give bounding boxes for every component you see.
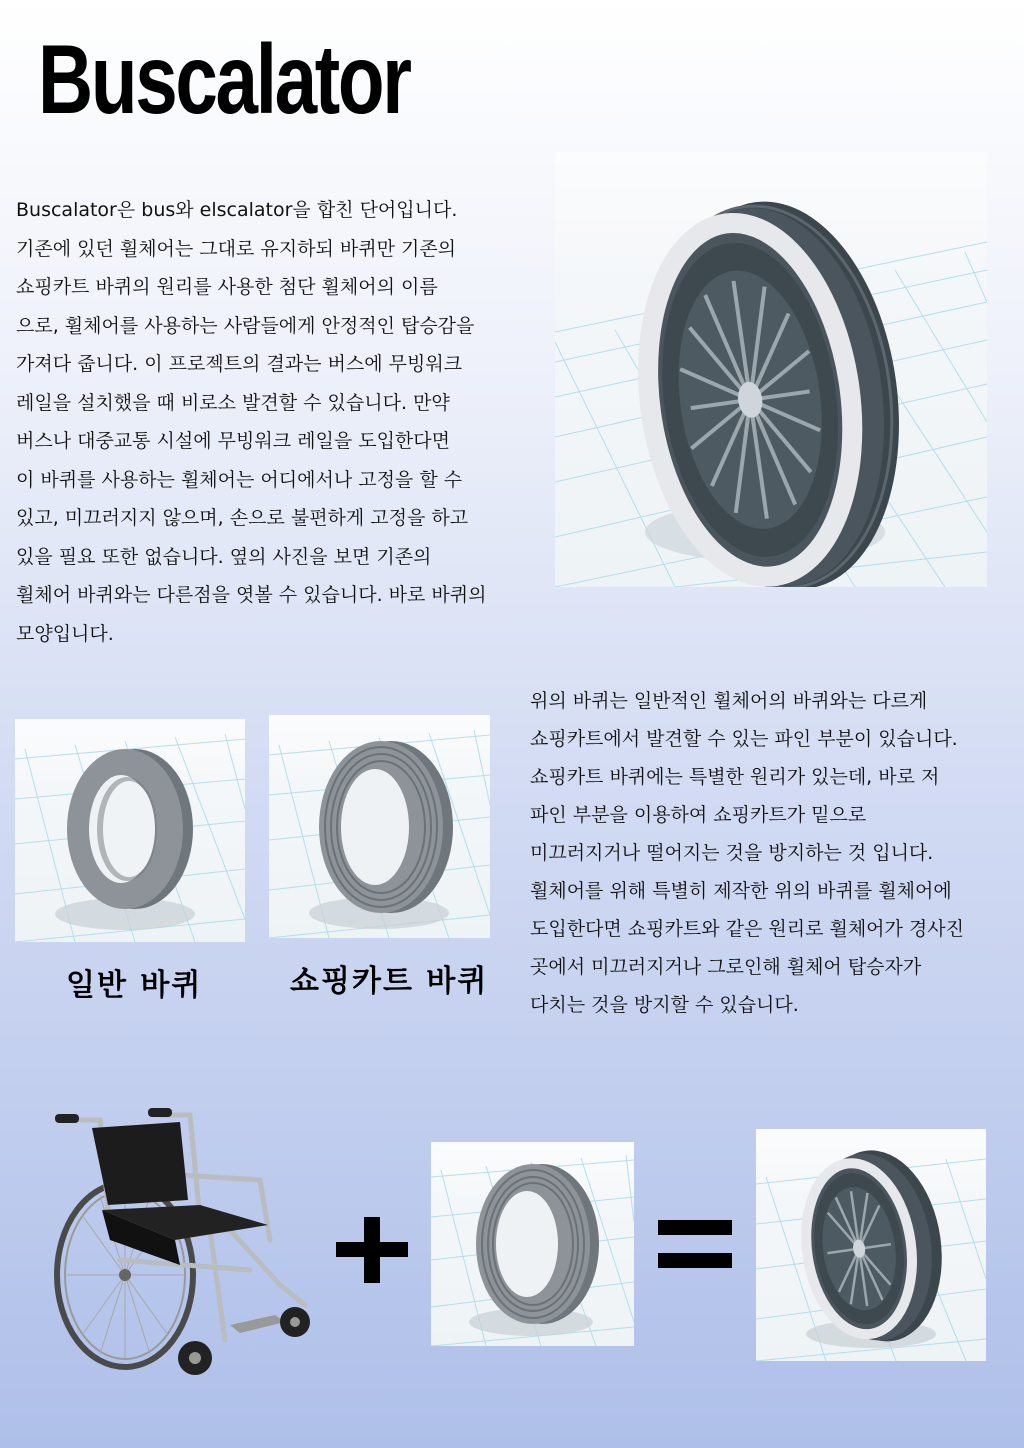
intro-line: 이 바퀴를 사용하는 휠체어는 어디에서나 고정을 할 수 [16,468,463,491]
buscalator-wheel-small-render [756,1129,986,1361]
wheelchair-image [30,1100,330,1390]
description-line: 파인 부분을 이용하여 쇼핑카트가 밑으로 [530,804,867,826]
description-line: 다치는 것을 방지할 수 있습니다. [530,994,799,1016]
cart-wheel-small-render [431,1142,634,1346]
description-line: 곳에서 미끄러지거나 그로인해 휠체어 탑승자가 [530,956,922,978]
intro-line: 휠체어 바퀴와는 다른점을 엿볼 수 있습니다. 바로 바퀴의 [16,584,487,606]
description-line: 쇼핑카트에서 발견할 수 있는 파인 부분이 있습니다. [530,728,958,750]
intro-line: 있을 필요 또한 없습니다. 옆의 사진을 보면 기존의 [16,545,432,568]
equals-icon [658,1220,732,1270]
description-line: 미끄러지거나 떨어지는 것을 방지하는 것 입니다. [530,842,934,864]
description-line: 쇼핑카트 바퀴에는 특별한 원리가 있는데, 바로 저 [530,766,940,788]
cart-wheel-caption: 쇼핑카트 바퀴 [290,964,489,999]
intro-line: 레일을 설치했을 때 비로소 발견할 수 있습니다. 만약 [16,391,450,414]
description-line: 도입한다면 쇼핑카트와 같은 원리로 휠체어가 경사진 [530,918,964,940]
normal-wheel-caption: 일반 바퀴 [66,968,203,1003]
intro-line: 가져다 줍니다. 이 프로젝트의 결과는 버스에 무빙워크 [16,353,463,375]
buscalator-wheel-render [555,152,987,587]
description-line: 위의 바퀴는 일반적인 휠체어의 바퀴와는 다르게 [530,690,928,712]
plus-icon [336,1217,408,1283]
normal-wheel-render [15,719,245,942]
intro-line: 으로, 휠체어를 사용하는 사람들에게 안정적인 탑승감을 [16,314,475,337]
description-paragraph [530,682,964,1024]
intro-line: 버스나 대중교통 시설에 무빙워크 레일을 도입한다면 [16,430,450,452]
intro-line: 쇼핑카트 바퀴의 원리를 사용한 첨단 휠체어의 이름 [16,276,438,298]
intro-line: Buscalator은 bus와 elscalator을 합친 단어입니다. [16,199,458,221]
description-line: 휠체어를 위해 특별히 제작한 위의 바퀴를 휠체어에 [530,880,952,902]
intro-line: 기존에 있던 휠체어는 그대로 유지하되 바퀴만 기존의 [16,237,457,260]
cart-wheel-render [269,715,490,938]
intro-line: 모양입니다. [16,622,114,645]
intro-paragraph [16,191,486,653]
page-title: Buscalator [38,24,410,134]
intro-line: 있고, 미끄러지지 않으며, 손으로 불편하게 고정을 하고 [16,507,469,529]
